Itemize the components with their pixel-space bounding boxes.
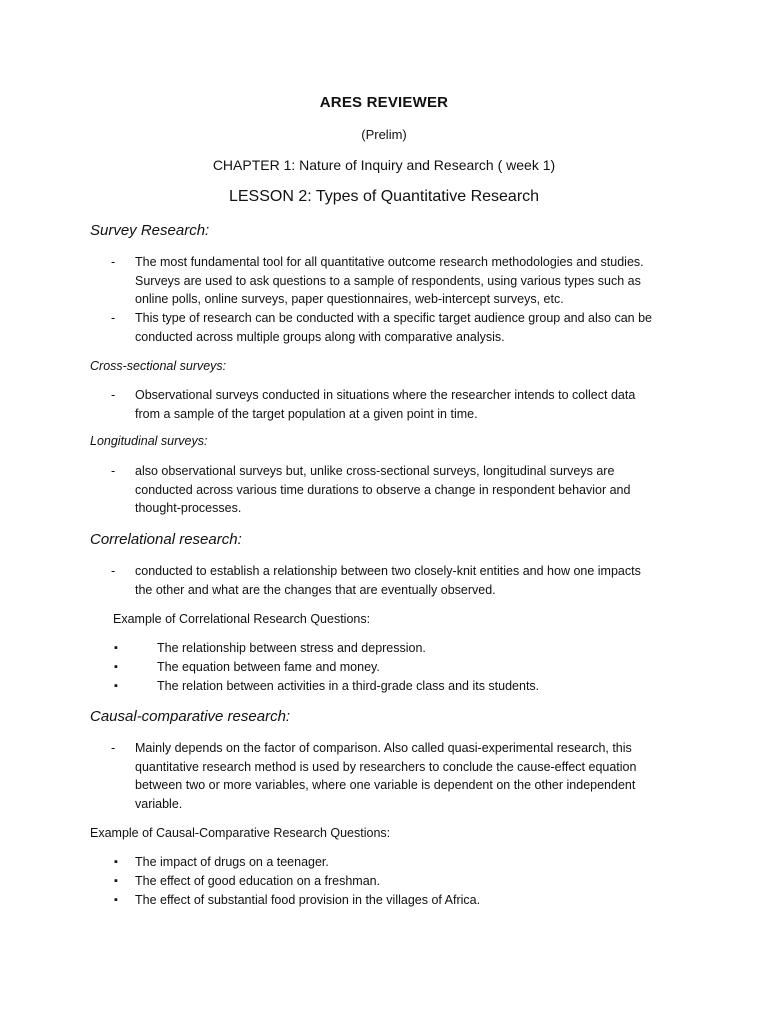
- text-line: conducted across multiple groups along with comparative analysis.: [135, 329, 505, 344]
- text-line: also observational surveys but, unlike cross-sectional surveys, longitudinal surveys are: [135, 464, 615, 478]
- text-line: online polls, online surveys, paper questionnaires, web-intercept surveys, etc.: [135, 292, 564, 307]
- survey-research-heading: Survey Research:: [90, 222, 210, 239]
- bullet-icon: ▪: [114, 894, 118, 906]
- causal-example-2: The effect of good education on a freshman.: [135, 874, 381, 888]
- lesson-heading: LESSON 2: Types of Quantitative Research: [228, 188, 540, 205]
- list-dash: -: [111, 388, 116, 402]
- cross-sectional-heading: Cross-sectional surveys:: [90, 359, 227, 373]
- list-dash: -: [111, 564, 116, 578]
- survey-item-2: [135, 309, 652, 346]
- bullet-icon: ▪: [114, 661, 118, 673]
- text-line: the other and what are the changes that are eventually observed.: [135, 582, 496, 597]
- text-line: quantitative research method is used by researchers to conclude the cause-effect equation: [135, 759, 637, 774]
- chapter-heading: CHAPTER 1: Nature of Inquiry and Research ( week 1): [212, 157, 556, 173]
- causal-example-1: The impact of drugs on a teenager.: [135, 855, 329, 869]
- text-line: conducted to establish a relationship between two closely-knit entities and how one impacts: [135, 564, 641, 578]
- text-line: between two or more variables, where one variable is dependent on the other independent: [135, 778, 636, 793]
- causal-example-3: The effect of substantial food provision in the villages of Africa.: [135, 893, 481, 907]
- text-line: This type of research can be conducted with a specific target audience group and also can be: [135, 311, 652, 325]
- causal-example-label: Example of Causal-Comparative Research Questions:: [90, 826, 391, 840]
- longitudinal-heading: Longitudinal surveys:: [90, 434, 208, 448]
- correlational-example-label: Example of Correlational Research Questions:: [113, 612, 371, 626]
- document-subtitle: (Prelim): [361, 127, 407, 142]
- cross-sectional-item: [135, 386, 635, 423]
- correlational-example-1: The relationship between stress and depression.: [157, 641, 426, 655]
- bullet-icon: ▪: [114, 856, 118, 868]
- text-line: Surveys are used to ask questions to a sample of respondents, using various types such as: [135, 273, 641, 288]
- list-dash: -: [111, 464, 116, 478]
- longitudinal-item: [135, 462, 630, 518]
- bullet-icon: ▪: [114, 642, 118, 654]
- correlational-item: [135, 562, 641, 599]
- text-line: Mainly depends on the factor of comparison. Also called quasi-experimental research, this: [135, 741, 632, 755]
- correlational-example-3: The relation between activities in a third-grade class and its students.: [157, 679, 540, 693]
- text-line: The most fundamental tool for all quantitative outcome research methodologies and studies.: [135, 255, 644, 269]
- causal-item: [135, 739, 636, 813]
- list-dash: -: [111, 255, 116, 269]
- survey-item-1: [135, 253, 644, 309]
- text-line: Observational surveys conducted in situations where the researcher intends to collect data: [135, 388, 636, 402]
- correlational-example-2: The equation between fame and money.: [157, 660, 380, 674]
- correlational-research-heading: Correlational research:: [90, 531, 242, 548]
- text-line: from a sample of the target population at a given point in time.: [135, 406, 478, 421]
- bullet-icon: ▪: [114, 875, 118, 887]
- text-line: conducted across various time durations to observe a change in respondent behavior and: [135, 482, 631, 497]
- document-title: ARES REVIEWER: [319, 94, 449, 111]
- bullet-icon: ▪: [114, 680, 118, 692]
- list-dash: -: [111, 311, 116, 325]
- text-line: variable.: [135, 796, 183, 811]
- text-line: thought-processes.: [135, 501, 242, 516]
- causal-comparative-heading: Causal-comparative research:: [90, 708, 291, 725]
- list-dash: -: [111, 741, 116, 755]
